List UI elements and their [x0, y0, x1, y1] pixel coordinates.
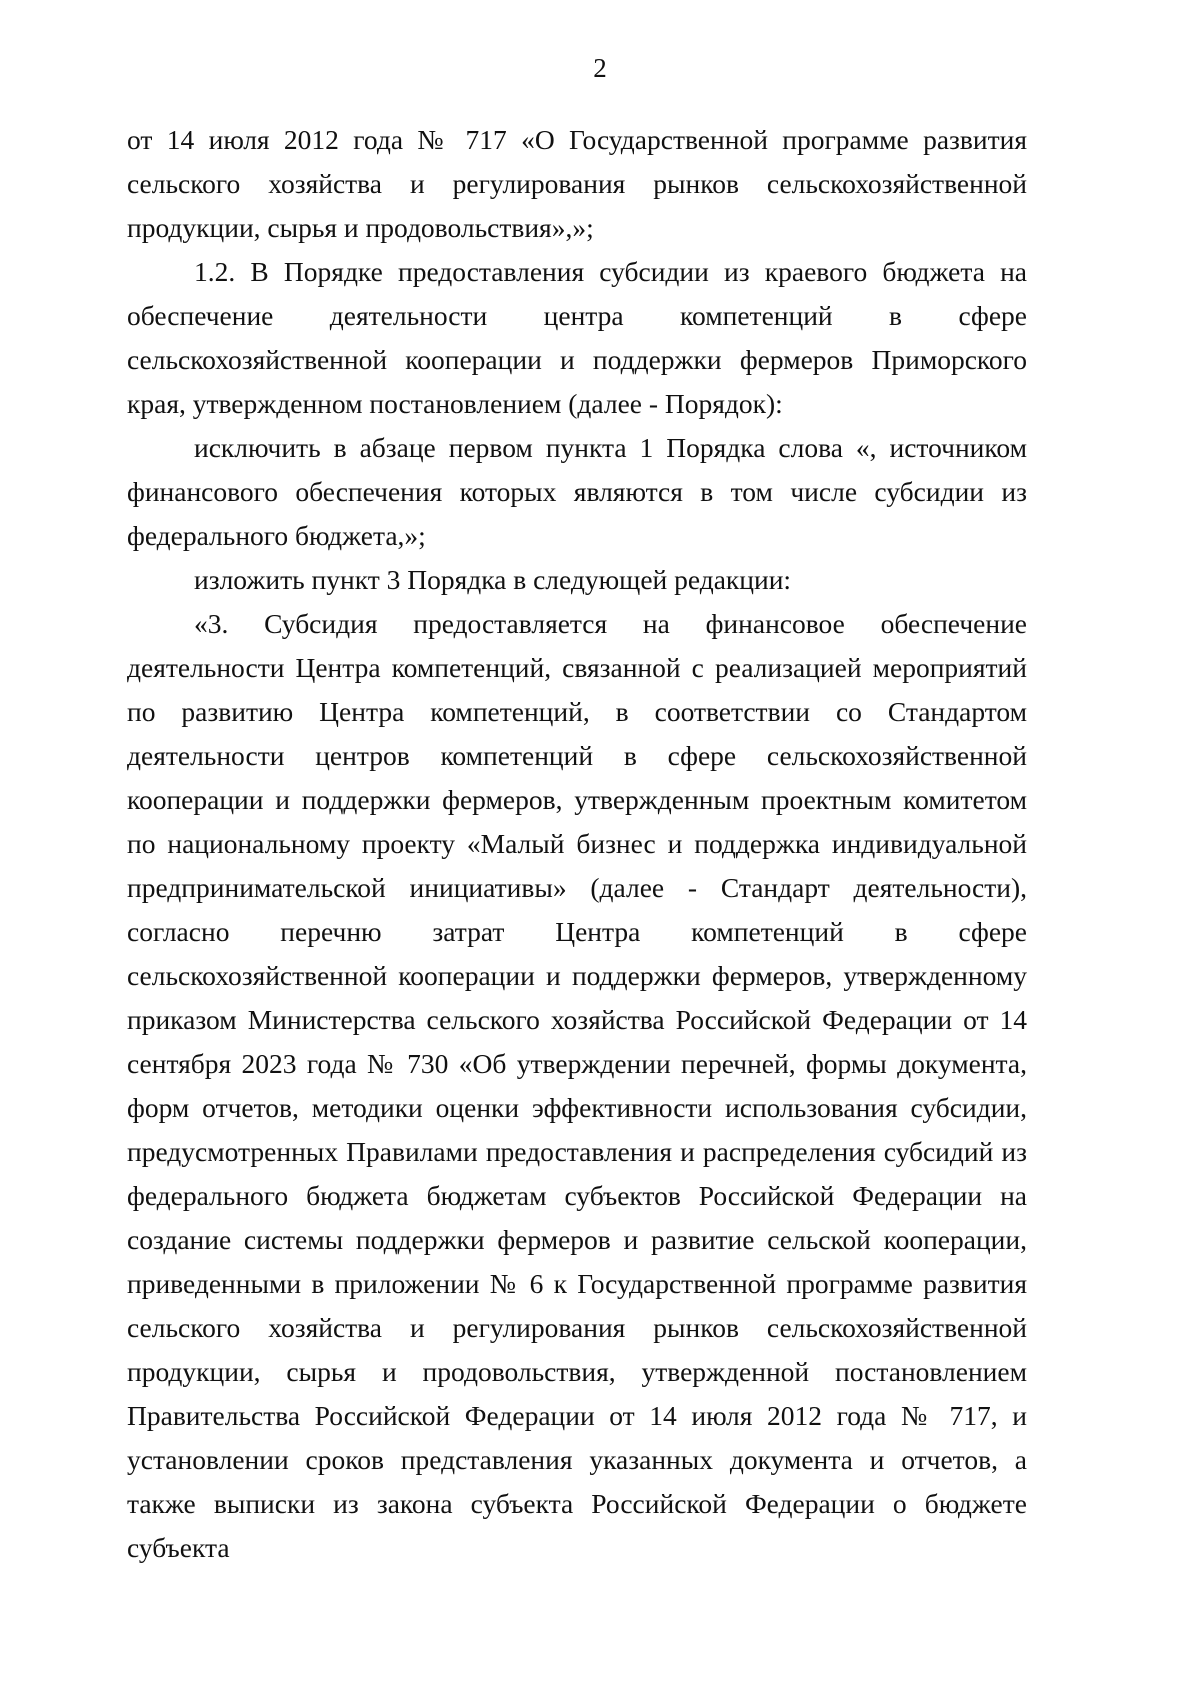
paragraph-restate-point-3: изложить пункт 3 Порядка в следующей редакции: — [194, 564, 792, 595]
paragraph-exclude-words: исключить в абзаце первом пункта 1 Порядка слова «, источником финансового обеспечения которых являются в том числе субсидии из федерального бюджета,»; — [127, 432, 1027, 551]
paragraph-point-3-text: «3. Субсидия предоставляется на финансовое обеспечение деятельности Центра компетенций, связанной с реализацией мероприятий по развитию Центра компетенций, в соответствии со Стандартом деятельности центров компетенций в сфере сельскохозяйственной кооперации и поддержки фермеров, утвержденным проектным комитетом по национальному проекту «Малый бизнес и поддержка индивидуальной предпринимательской инициативы» (далее - Стандарт деятельности), согласно перечню затрат Центра компетенций в сфере сельскохозяйственной кооперации и поддержки фермеров, утвержденному приказом Министерства сельского хозяйства Российской Федерации от 14 сентября 2023 года № 730 «Об утверждении перечней, формы документа, форм отчетов, методики оценки эффективности использования субсидии, предусмотренных Правилами предоставления и распределения субсидий из федерального бюджета бюджетам субъектов Российской Федерации на создание системы поддержки фермеров и развитие сельской кооперации, приведенными в приложении № 6 к Государственной программе развития сельского хозяйства и регулирования рынков сельскохозяйственной продукции, сырья и продовольствия, утвержденной постановлением Правительства Российской Федерации от 14 июля 2012 года № 717, и установлении сроков представления указанных документа и отчетов, а также выписки из закона субъекта Российской Федерации о бюджете субъекта — [127, 608, 1027, 1563]
document-body — [127, 118, 1027, 1570]
paragraph-item-1-2: 1.2. В Порядке предоставления субсидии из краевого бюджета на обеспечение деятельности центра компетенций в сфере сельскохозяйственной кооперации и поддержки фермеров Приморского края, утвержденном постановлением (далее - Порядок): — [127, 256, 1027, 419]
paragraph-continuation: от 14 июля 2012 года № 717 «О Государственной программе развития сельского хозяйства и регулирования рынков сельскохозяйственной продукции, сырья и продовольствия»,»; — [127, 124, 1027, 243]
page-number: 2 — [593, 53, 607, 83]
